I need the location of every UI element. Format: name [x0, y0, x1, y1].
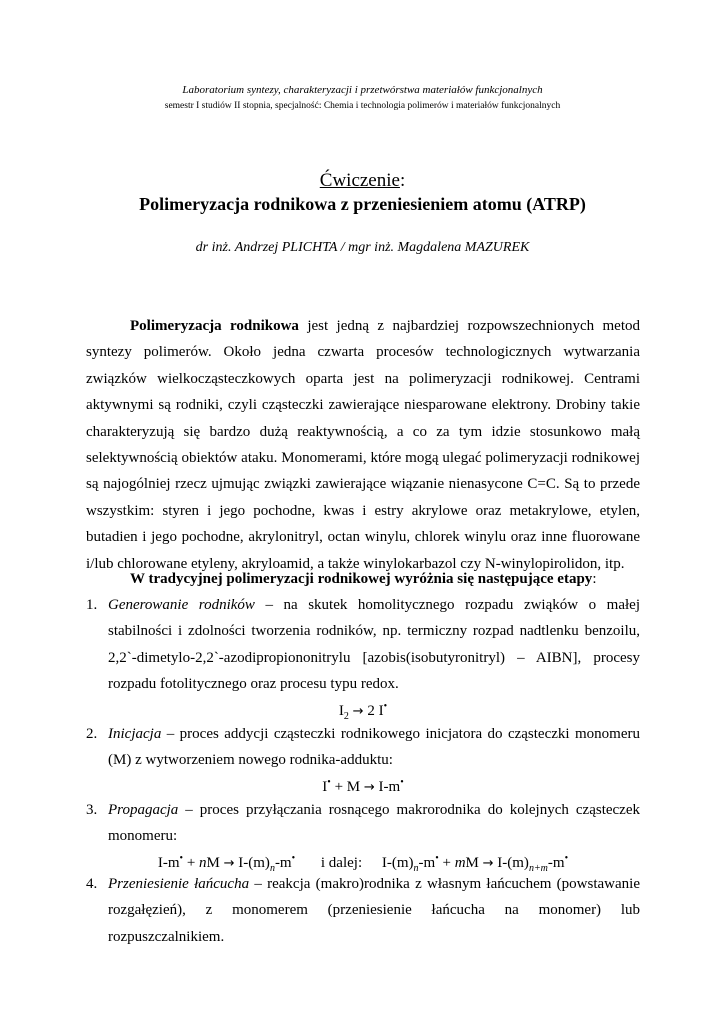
list-item: 4. Przeniesienie łańcucha – reakcja (makro)rodnika z własnym łańcuchem (powstawanie rozgałęzień), z monomerem (przeniesienie łańcucha na monomer) lub rozpuszczalnikiem.	[86, 876, 640, 945]
intro-text: jest jedną z najbardziej rozpowszechnionych metod syntezy polimerów. Około jedna czwarta procesów technologicznych wytwarzania związków wielkocząsteczkowych oparta jest na polimeryzacji rodnikowej. Centrami aktywnymi są rodniki, czyli cząsteczki zawierające niesparowane elektrony. Drobiny takie charakteryzują się bardzo dużą reaktywnością, a co za tym idzie stosunkowo małą selektywnością obiektów ataku. Monomerami, które mogą ulegać polimeryzacji rodnikowej są najogólniej rzecz ujmując związki zawierające wiązanie nienasycone C=C. Są to przede wszystkim: styren i jego pochodne, kwas i estry akrylowe oraz metakrylowe, etylen, butadien i jego pochodne, akrylonitryl, octan winylu, chlorek winylu oraz inne fluorowane i/lub chlorowane etyleny, akryloamid, a także winylokarbazol czy N-winylopirolidon, itp.	[86, 318, 640, 572]
intro-bold-term: Polimeryzacja rodnikowa	[130, 318, 299, 334]
arrow-icon: →	[363, 780, 375, 795]
exercise-title: Polimeryzacja rodnikowa z przeniesieniem atomu (ATRP)	[139, 194, 586, 214]
course-header: Laboratorium syntezy, charakteryzacji i przetwórstwa materiałów funkcjonalnych	[182, 84, 543, 96]
equation-1: $I_2 \to 2$ I•	[338, 701, 388, 722]
arrow-icon: →	[223, 856, 235, 871]
course-subheader: semestr I studiów II stopnia, specjalność: Chemia i technologia polimerów i materiałów funkcjonalnych	[164, 101, 561, 111]
equation-3: I-m• + nM → $I-(m)_n-m^•$ i dalej: $I-(m)_n-m^•$ + mM → $I-(m)_{n+m}-m^•$	[157, 853, 569, 874]
arrow-icon: →	[482, 856, 494, 871]
authors: dr inż. Andrzej PLICHTA / mgr inż. Magdalena MAZUREK	[195, 240, 530, 255]
equation-2: I• + M → I-m•	[322, 777, 404, 795]
arrow-icon: →	[352, 704, 364, 719]
intro-paragraph	[86, 313, 640, 577]
stages-lead: W tradycyjnej polimeryzacji rodnikowej wyróżnia się następujące etapy:	[130, 571, 597, 587]
exercise-label: Ćwiczenie:	[319, 170, 406, 191]
list-item: 3. Propagacja – proces przyłączania rosnącego makrorodnika do kolejnych cząsteczek monomeru:	[86, 802, 640, 845]
list-item: 2. Inicjacja – proces addycji cząsteczki rodnikowego inicjatora do cząsteczki monomeru (M) z wytworzeniem nowego rodnika-adduktu:	[86, 726, 640, 769]
list-item: 1. Generowanie rodników – na skutek homolitycznego rozpadu zwiąków o małej stabilności i zdolności tworzenia rodników, np. termiczny rozpad nadtlenku benzoilu, 2,2`-dimetylo-2,2`-azodipropiononitrylu [azobis(isobutyronitryl) – AIBN], procesy rozpadu fotolitycznego oraz procesu typu redox.	[86, 597, 640, 693]
